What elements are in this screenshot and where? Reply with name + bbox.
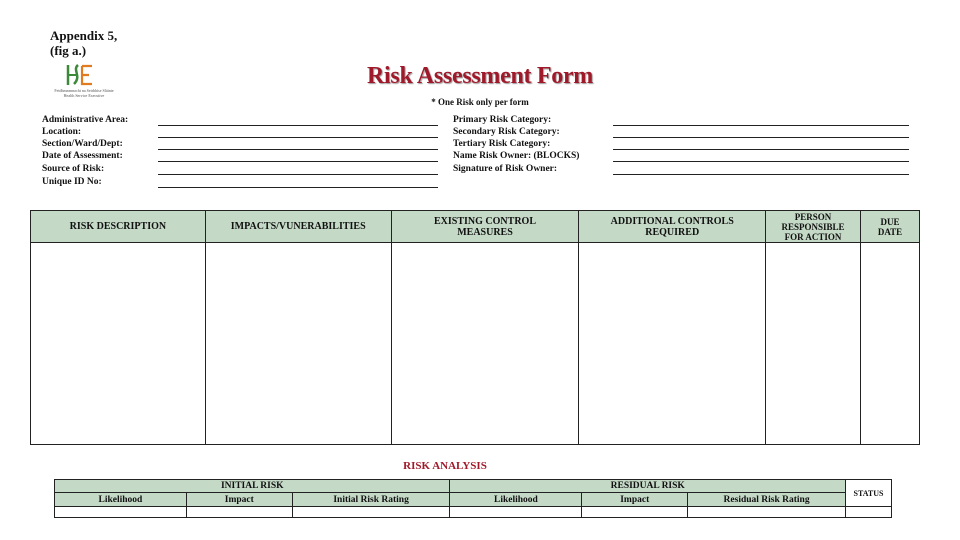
risk-table: [30, 210, 920, 445]
col-additional-controls-line2: REQUIRED: [645, 226, 700, 238]
field-risk-owner-signature[interactable]: [453, 164, 909, 176]
col-due-line2: DATE: [877, 226, 903, 237]
field-line[interactable]: [158, 149, 438, 150]
field-line[interactable]: [613, 137, 909, 138]
initial-impact-cell[interactable]: [186, 507, 292, 518]
col-existing-controls-line1: EXISTING CONTROL: [434, 215, 536, 227]
field-primary-risk-category[interactable]: [453, 115, 909, 127]
col-existing-controls: [391, 211, 579, 243]
col-existing-controls-line2: MEASURES: [457, 226, 513, 238]
initial-likelihood-header: Likelihood: [55, 493, 187, 507]
risk-table-header-row: [31, 211, 920, 243]
col-person-responsible: [766, 211, 861, 243]
initial-rating-header: Initial Risk Rating: [292, 493, 450, 507]
status-header: STATUS: [845, 480, 891, 507]
initial-impact-header: Impact: [186, 493, 292, 507]
field-line[interactable]: [613, 174, 909, 175]
analysis-subheader-row: [55, 493, 892, 507]
logo-caption-2: Health Service Executive: [63, 93, 105, 98]
field-section-ward-dept[interactable]: [42, 139, 438, 151]
appendix-line-2: (fig a.): [50, 43, 87, 58]
field-label: Section/Ward/Dept:: [42, 139, 123, 149]
residual-likelihood-header: Likelihood: [450, 493, 582, 507]
field-line[interactable]: [158, 187, 438, 188]
col-person-line1: PERSON: [794, 211, 832, 222]
residual-risk-header: RESIDUAL RISK: [450, 480, 845, 493]
cell-additional-controls[interactable]: [579, 243, 766, 445]
initial-risk-header: INITIAL RISK: [55, 480, 450, 493]
col-due-line1: DUE: [880, 216, 900, 227]
cell-existing-controls[interactable]: [391, 243, 579, 445]
appendix-label: [50, 28, 117, 58]
field-tertiary-risk-category[interactable]: [453, 139, 909, 151]
page-title: Risk Assessment Form: [367, 63, 593, 89]
cell-risk-description[interactable]: [31, 243, 206, 445]
analysis-group-row: [55, 480, 892, 493]
col-additional-controls-line1: ADDITIONAL CONTROLS: [610, 215, 734, 227]
analysis-entry-row: [55, 507, 892, 518]
col-impacts: IMPACTS/VUNERABILITIES: [205, 211, 391, 243]
col-additional-controls: [579, 211, 766, 243]
risk-analysis-table: [54, 479, 892, 518]
residual-likelihood-cell[interactable]: [450, 507, 582, 518]
field-label: Location:: [42, 127, 82, 137]
field-label: Secondary Risk Category:: [453, 127, 560, 137]
field-risk-owner-name[interactable]: [453, 151, 909, 163]
logo-caption-1: Feidhmeannacht na Seirbhíse Sláinte: [54, 88, 114, 93]
cell-impacts[interactable]: [205, 243, 391, 445]
field-label: Primary Risk Category:: [453, 115, 552, 125]
field-line[interactable]: [158, 161, 438, 162]
field-line[interactable]: [613, 125, 909, 126]
residual-rating-header: Residual Risk Rating: [688, 493, 846, 507]
field-label: Name Risk Owner: (BLOCKS): [453, 151, 580, 161]
initial-rating-cell[interactable]: [292, 507, 450, 518]
col-due-date: [861, 211, 920, 243]
field-label: Tertiary Risk Category:: [453, 139, 551, 149]
residual-impact-header: Impact: [582, 493, 688, 507]
field-label: Administrative Area:: [42, 115, 129, 125]
field-location[interactable]: [42, 127, 438, 139]
status-cell[interactable]: [845, 507, 891, 518]
appendix-line-1: Appendix 5,: [50, 28, 118, 43]
col-person-line2: RESPONSIBLE: [781, 221, 845, 232]
initial-likelihood-cell[interactable]: [55, 507, 187, 518]
field-unique-id[interactable]: [42, 177, 438, 189]
field-source-of-risk[interactable]: [42, 164, 438, 176]
col-person-line3: FOR ACTION: [784, 231, 842, 242]
col-risk-description: RISK DESCRIPTION: [31, 211, 206, 243]
field-line[interactable]: [158, 137, 438, 138]
residual-impact-cell[interactable]: [582, 507, 688, 518]
field-line[interactable]: [613, 161, 909, 162]
field-line[interactable]: [158, 174, 438, 175]
one-risk-note: * One Risk only per form: [431, 97, 529, 107]
field-label: Unique ID No:: [42, 177, 102, 187]
field-label: Signature of Risk Owner:: [453, 164, 558, 174]
residual-rating-cell[interactable]: [688, 507, 846, 518]
field-label: Source of Risk:: [42, 164, 105, 174]
risk-analysis-title: RISK ANALYSIS: [403, 460, 487, 472]
field-label: Date of Assessment:: [42, 151, 123, 161]
field-line[interactable]: [613, 149, 909, 150]
risk-table-body-row: [31, 243, 920, 445]
field-administrative-area[interactable]: [42, 115, 438, 127]
field-secondary-risk-category[interactable]: [453, 127, 909, 139]
field-date-of-assessment[interactable]: [42, 151, 438, 163]
cell-person-responsible[interactable]: [766, 243, 861, 445]
cell-due-date[interactable]: [861, 243, 920, 445]
field-line[interactable]: [158, 125, 438, 126]
